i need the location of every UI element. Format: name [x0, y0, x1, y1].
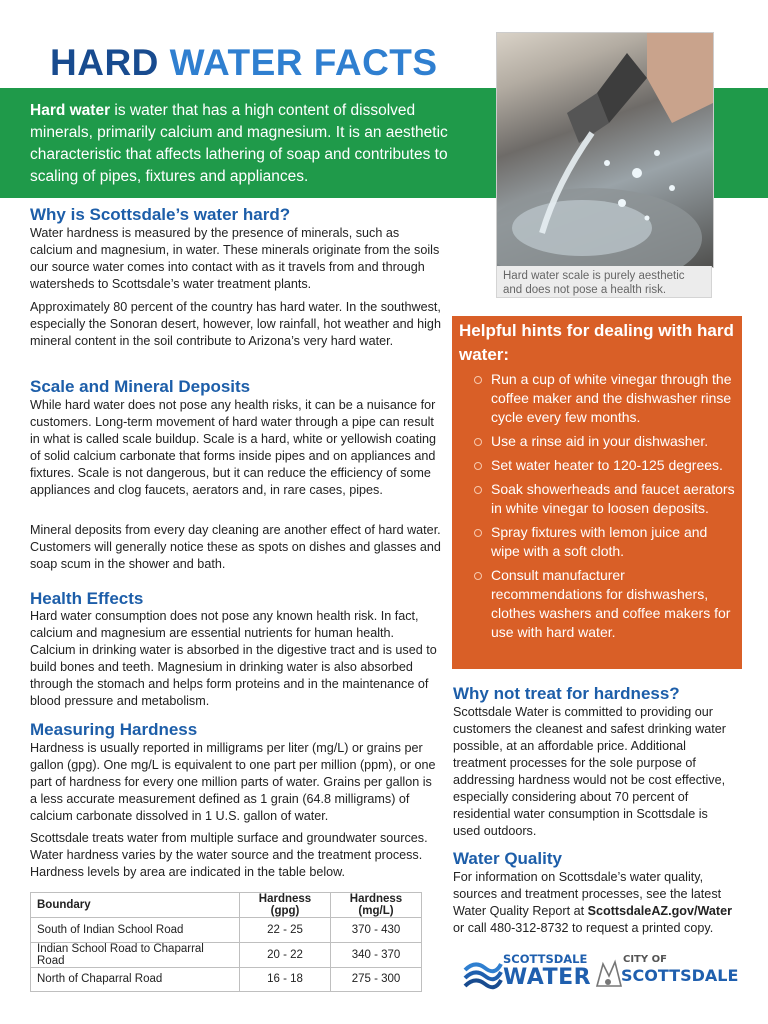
photo-illustration — [497, 33, 713, 267]
hints-list — [470, 370, 736, 647]
logos — [463, 950, 739, 996]
heading-why-not: Why not treat for hardness? — [453, 684, 680, 703]
list-item — [470, 566, 736, 642]
title-part1: HARD — [50, 42, 159, 83]
table-cell-mgl: 340 - 370 — [331, 942, 422, 967]
table-cell-gpg: 16 - 18 — [240, 967, 331, 992]
intro-paragraph — [30, 100, 480, 188]
drinking-fountain-photo — [496, 32, 714, 268]
hint-text: Soak showerheads and faucet aerators in white vinegar to loosen deposits. — [491, 481, 735, 516]
hint-text: Consult manufacturer recommendations for dishwashers, clothes washers and coffee makers for use with hard water. — [491, 567, 731, 640]
health-paragraph: Hard water consumption does not pose any known health risk. In fact, calcium and magnesium are essential nutrients for human health. Calcium in drinking water is absorbed in the digestive tract and is used to build bones and teeth. Magnesium in drinking water is also absorbed through the stomach and helps form proteins and in the maintenance of blood pressure and metabolism. — [30, 609, 437, 708]
bullet-icon — [474, 462, 482, 470]
table-cell-boundary: South of Indian School Road — [31, 918, 240, 943]
city-emblem-icon — [593, 956, 623, 990]
list-item — [470, 432, 736, 451]
measuring-paragraph-2: Scottsdale treats water from multiple surface and groundwater sources. Water hardness varies by the water source and the treatment process. Hardness levels by area are indicated in the table below. — [30, 831, 428, 879]
bullet-icon — [474, 376, 482, 384]
water-wave-icon — [463, 954, 503, 994]
heading-health: Health Effects — [30, 589, 144, 608]
bullet-icon — [474, 572, 482, 580]
logo-city-bottom: SCOTTSDALE — [621, 966, 739, 985]
scottsdale-water-logo — [463, 950, 592, 996]
why-hard-paragraph-2: Approximately 80 percent of the country has hard water. In the southwest, especially the Sonoran desert, however, low rainfall, hot weather and high mineral content in the soil contribute to Arizona’s very hard water. — [30, 300, 441, 348]
intro-lead: Hard water — [30, 102, 111, 119]
bullet-icon — [474, 529, 482, 537]
photo-caption: Hard water scale is purely aesthetic and does not pose a health risk. — [496, 266, 712, 298]
hints-heading: Helpful hints for dealing with hard water: — [459, 321, 734, 364]
scale-paragraph-2: Mineral deposits from every day cleaning are another effect of hard water. Customers will generally notice these as spots on dishes and glasses and soap scum in the shower and bath. — [30, 523, 441, 571]
table-header-boundary: Boundary — [31, 893, 240, 918]
title-part2: WATER FACTS — [169, 42, 438, 83]
table-row — [31, 918, 422, 943]
scale-paragraph-1: While hard water does not pose any health risks, it can be a nuisance for customers. Long-term movement of hard water through a pipe can result in what is called scale buildup. Scale is a hard, white or yellowish coating of solid calcium carbonate that forms inside pipes and on appliances and fixtures. Scale is not dangerous, but it can reduce the efficiency of some appliances and clog faucets, aerators and, in rare cases, pipes. — [30, 398, 437, 497]
city-of-scottsdale-logo — [593, 952, 739, 996]
list-item — [470, 523, 736, 561]
page-title — [50, 42, 438, 84]
table-cell-gpg: 20 - 22 — [240, 942, 331, 967]
why-not-paragraph: Scottsdale Water is committed to providing our customers the cleanest and safest drinking water possible, at an affordable price. Additional treatment processes for the sole purpose of addressing hardness would not be cost effective, especially considering about 70 percent of residential water consumption in Scottsdale is used outdoors. — [453, 705, 727, 838]
heading-quality: Water Quality — [453, 849, 562, 868]
heading-why-hard: Why is Scottsdale’s water hard? — [30, 205, 291, 224]
quality-text-post: or call 480-312-8732 to request a printed copy. — [453, 921, 714, 935]
table-cell-mgl: 275 - 300 — [331, 967, 422, 992]
hint-text: Set water heater to 120-125 degrees. — [491, 457, 723, 473]
table-row — [31, 967, 422, 992]
quality-link[interactable]: ScottsdaleAZ.gov/Water — [587, 904, 733, 918]
list-item — [470, 370, 736, 427]
logo-sw-top: SCOTTSDALE — [503, 952, 588, 966]
hardness-table — [30, 892, 422, 992]
table-header-row — [31, 893, 422, 918]
list-item — [470, 456, 736, 475]
table-cell-boundary: Indian School Road to Chaparral Road — [31, 942, 240, 967]
table-header-mgl: Hardness (mg/L) — [331, 893, 422, 918]
logo-sw-bottom: WATER — [503, 965, 592, 990]
heading-scale: Scale and Mineral Deposits — [30, 377, 251, 396]
table-cell-gpg: 22 - 25 — [240, 918, 331, 943]
quality-paragraph — [453, 869, 738, 937]
why-hard-paragraph-1: Water hardness is measured by the presence of minerals, such as calcium and magnesium, in water. These minerals originate from the soils our source water comes into contact with as it travels from and through watersheds to Scottsdale’s water treatment plants. — [30, 226, 440, 291]
heading-measuring: Measuring Hardness — [30, 720, 198, 739]
bullet-icon — [474, 438, 482, 446]
intro-text: is water that has a high content of dissolved minerals, primarily calcium and magnesium. It is an aesthetic characteristic that affects lathering of soap and contributes to scaling of pipes, fixtures and appliances. — [30, 102, 448, 185]
bullet-icon — [474, 486, 482, 494]
logo-city-top: CITY OF — [623, 954, 667, 965]
measuring-paragraph-1: Hardness is usually reported in milligrams per liter (mg/L) or grains per gallon (gpg). One mg/L is equivalent to one part per million (ppm), or one part of hardness for every one million parts of water. Grains per gallon is a less accurate measurement defined as 1 grain (64.8 milligrams) of calcium carbonate dissolved in 1 U.S. gallon of water. — [30, 741, 436, 823]
table-row — [31, 942, 422, 967]
hint-text: Spray fixtures with lemon juice and wipe with a soft cloth. — [491, 524, 708, 559]
hint-text: Use a rinse aid in your dishwasher. — [491, 433, 709, 449]
list-item — [470, 480, 736, 518]
table-cell-boundary: North of Chaparral Road — [31, 967, 240, 992]
hint-text: Run a cup of white vinegar through the coffee maker and the dishwasher rinse cycle every few months. — [491, 371, 732, 425]
quality-text-pre: For information on Scottsdale’s water quality, sources and treatment processes, see the latest Water Quality Report at — [453, 870, 722, 918]
table-cell-mgl: 370 - 430 — [331, 918, 422, 943]
table-header-gpg: Hardness (gpg) — [240, 893, 331, 918]
